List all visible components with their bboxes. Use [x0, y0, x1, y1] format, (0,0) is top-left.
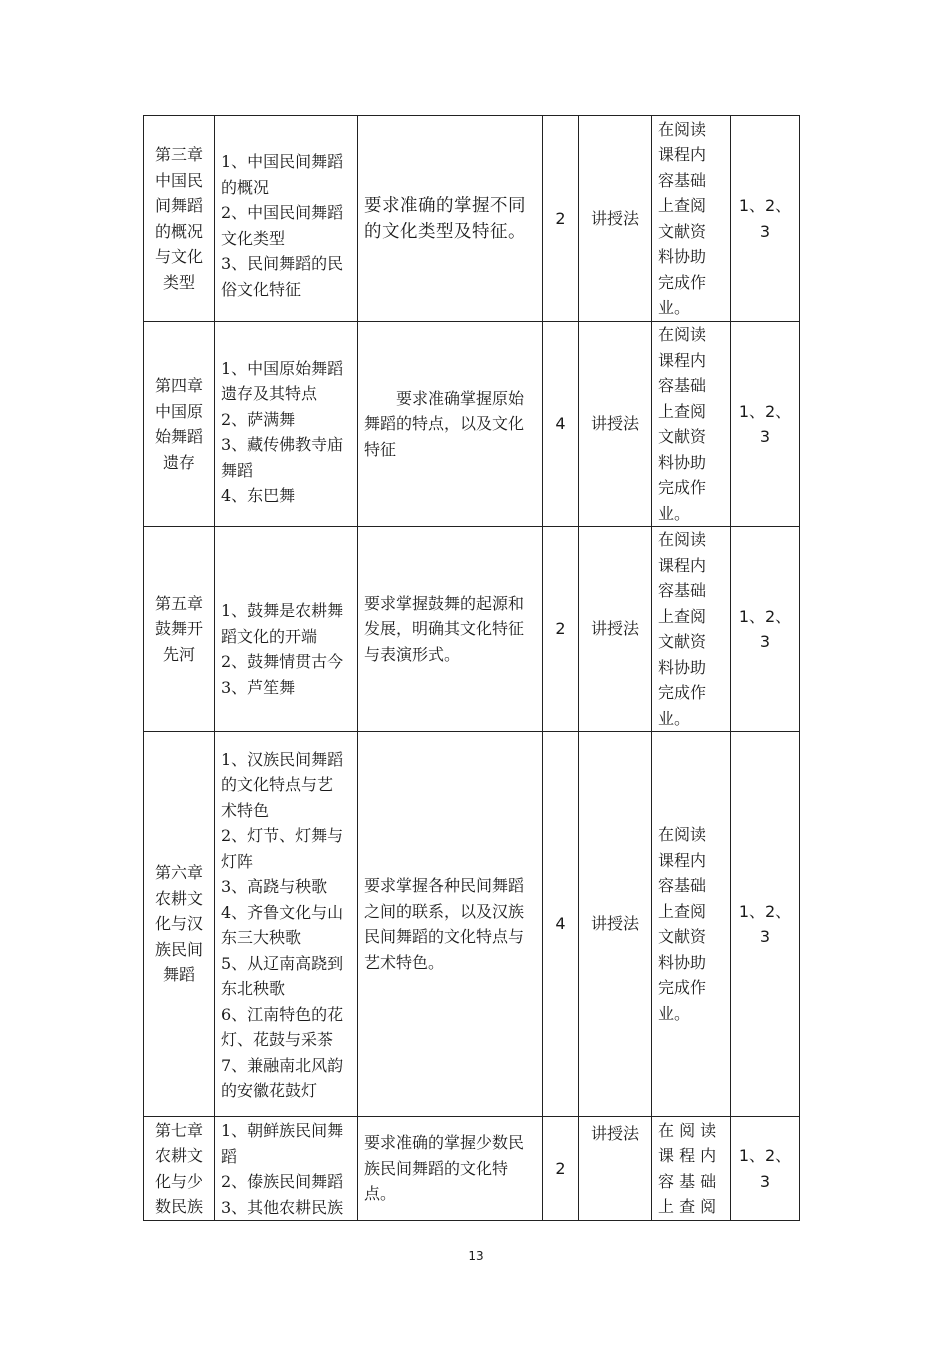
table-row: [144, 322, 800, 527]
reference-cell: 1、2、3: [731, 116, 800, 322]
chapter-cell: 第五章 鼓舞开 先河: [144, 527, 215, 732]
method-cell: 讲授法: [579, 732, 652, 1117]
content-cell: 1、鼓舞是农耕舞 蹈文化的开端 2、鼓舞情贯古今 3、芦笙舞: [215, 527, 358, 732]
chapter-cell: 第三章 中国民 间舞蹈 的概况 与文化 类型: [144, 116, 215, 322]
table-row: [144, 527, 800, 732]
requirement-cell: 要求准确的掌握少数民族民间舞蹈的文化特点。: [358, 1117, 543, 1221]
method-cell: 讲授法: [579, 1117, 652, 1221]
method-cell: 讲授法: [579, 322, 652, 527]
reference-cell: 1、2、3: [731, 732, 800, 1117]
chapter-cell: 第七章 农耕文 化与少 数民族: [144, 1117, 215, 1221]
homework-cell: 在 阅 读 课 程 内 容 基 础 上 查 阅: [652, 1117, 731, 1221]
hours-cell: 4: [543, 322, 579, 527]
method-cell: 讲授法: [579, 527, 652, 732]
chapter-cell: 第六章 农耕文 化与汉 族民间 舞蹈: [144, 732, 215, 1117]
table-row: [144, 1117, 800, 1221]
method-cell: 讲授法: [579, 116, 652, 322]
requirement-cell: 要求掌握各种民间舞蹈之间的联系，以及汉族民间舞蹈的文化特点与艺术特色。: [358, 732, 543, 1117]
reference-cell: 1、2、3: [731, 527, 800, 732]
table-row: [144, 732, 800, 1117]
hours-cell: 2: [543, 527, 579, 732]
content-cell: 1、中国原始舞蹈 遗存及其特点 2、萨满舞 3、藏传佛教寺庙 舞蹈 4、东巴舞: [215, 322, 358, 527]
homework-cell: 在阅读 课程内 容基础 上查阅 文献资 料协助 完成作 业。: [652, 322, 731, 527]
requirement-cell: 要求掌握鼓舞的起源和发展，明确其文化特征与表演形式。: [358, 527, 543, 732]
table-row: [144, 116, 800, 322]
homework-cell: 在阅读 课程内 容基础 上查阅 文献资 料协助 完成作 业。: [652, 732, 731, 1117]
requirement-cell: 要求准确掌握原始舞蹈的特点，以及文化特征: [358, 322, 543, 527]
homework-cell: 在阅读 课程内 容基础 上查阅 文献资 料协助 完成作 业。: [652, 527, 731, 732]
reference-cell: 1、2、3: [731, 1117, 800, 1221]
page-number: 13: [468, 1249, 484, 1263]
hours-cell: 4: [543, 732, 579, 1117]
reference-cell: 1、2、3: [731, 322, 800, 527]
chapter-cell: 第四章 中国原 始舞蹈 遗存: [144, 322, 215, 527]
content-cell: 1、汉族民间舞蹈 的文化特点与艺 术特色 2、灯节、灯舞与 灯阵 3、高跷与秧歌 4、齐鲁文化与山 东三大秧歌 5、从辽南高跷到 东北秧歌 6、江南特色的花 灯、花鼓与采茶 7、兼融南北风韵 的安徽花鼓灯: [215, 732, 358, 1117]
content-cell: 1、朝鲜族民间舞 蹈 2、傣族民间舞蹈 3、其他农耕民族: [215, 1117, 358, 1221]
homework-cell: 在阅读 课程内 容基础 上查阅 文献资 料协助 完成作 业。: [652, 116, 731, 322]
hours-cell: 2: [543, 1117, 579, 1221]
requirement-cell: 要求准确的掌握不同的文化类型及特征。: [358, 116, 543, 322]
content-cell: 1、中国民间舞蹈 的概况 2、中国民间舞蹈 文化类型 3、民间舞蹈的民 俗文化特征: [215, 116, 358, 322]
syllabus-table: [143, 115, 800, 1221]
hours-cell: 2: [543, 116, 579, 322]
